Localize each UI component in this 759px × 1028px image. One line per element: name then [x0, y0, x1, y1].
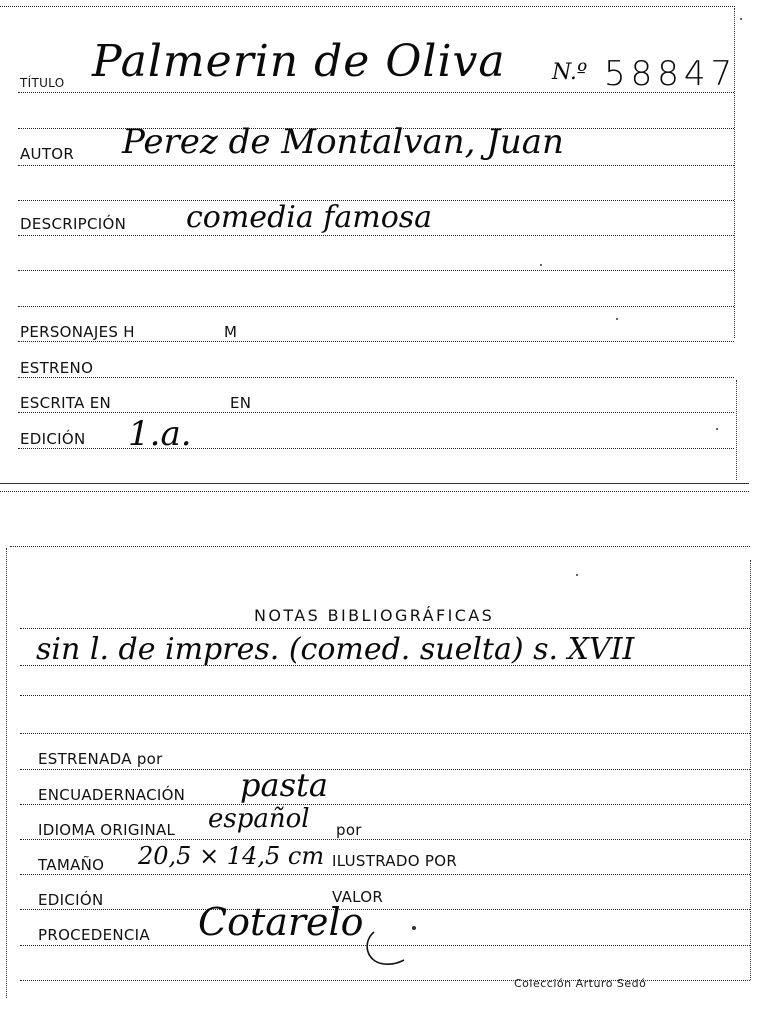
- encuadernacion-label: ENCUADERNACIÓN: [38, 786, 186, 804]
- card-top-border: [0, 6, 735, 7]
- row-line: [18, 270, 734, 271]
- row-line: [18, 341, 734, 342]
- row-line: [18, 306, 734, 307]
- ink-curve-mark: [360, 926, 420, 976]
- number-prefix: N.º: [552, 60, 588, 85]
- card-right-edge: [750, 560, 751, 980]
- estrenada-label: ESTRENADA por: [38, 750, 163, 768]
- ilustrado-label: ILUSTRADO POR: [332, 852, 458, 870]
- paper-speck: [616, 318, 618, 320]
- personajes-label: PERSONAJES H: [20, 323, 135, 341]
- edicion-label: EDICIÓN: [20, 430, 86, 448]
- tamano-label: TAMAÑO: [38, 856, 105, 874]
- procedencia-label: PROCEDENCIA: [38, 926, 150, 944]
- card-left-edge: [6, 548, 7, 998]
- row-line: [18, 377, 734, 378]
- autor-value: Perez de Montalvan, Juan: [122, 122, 564, 162]
- row-line: [20, 839, 750, 840]
- collection-footer: Colección Arturo Sedó: [514, 977, 647, 990]
- paper-speck: [540, 264, 542, 266]
- row-line: [20, 769, 750, 770]
- row-line: [20, 628, 750, 629]
- row-line: [18, 235, 734, 236]
- idioma-label: IDIOMA ORIGINAL: [38, 821, 176, 839]
- notas-heading: NOTAS BIBLIOGRÁFICAS: [254, 606, 495, 625]
- paper-speck: [576, 574, 578, 576]
- paper-speck: [412, 926, 416, 930]
- por-label: por: [336, 821, 362, 839]
- card-bottom-edge-shadow: [0, 491, 749, 492]
- row-line: [20, 874, 750, 875]
- row-line: [20, 804, 750, 805]
- row-line: [20, 733, 750, 734]
- en-label: EN: [230, 394, 252, 412]
- paper-speck: [740, 18, 742, 20]
- row-line: [18, 412, 734, 413]
- valor-label: VALOR: [332, 888, 384, 906]
- descripcion-value: comedia famosa: [186, 200, 433, 235]
- tamano-value: 20,5 × 14,5 cm: [138, 842, 325, 870]
- row-line: [20, 695, 750, 696]
- catalog-card-front: [0, 0, 759, 495]
- row-line: [18, 448, 734, 449]
- card-right-edge-lower: [736, 380, 737, 480]
- titulo-value: Palmerin de Oliva: [92, 36, 506, 87]
- edicion-value: 1.a.: [128, 414, 192, 454]
- autor-label: AUTOR: [20, 145, 75, 163]
- row-line: [20, 909, 750, 910]
- encuadernacion-value: pasta: [240, 766, 328, 804]
- card-top-border: [10, 546, 750, 547]
- idioma-value: español: [208, 804, 310, 834]
- edicion-label: EDICIÓN: [38, 891, 104, 909]
- catalog-card-back: [0, 540, 759, 1028]
- escrita-label: ESCRITA EN: [20, 394, 112, 412]
- estreno-label: ESTRENO: [20, 359, 94, 377]
- paper-speck: [716, 428, 718, 430]
- titulo-label: TÍTULO: [20, 76, 65, 90]
- row-line: [18, 165, 734, 166]
- number-value: 58847: [604, 54, 738, 94]
- personajes-m-label: M: [224, 323, 238, 341]
- descripcion-label: DESCRIPCIÓN: [20, 215, 127, 233]
- procedencia-value: Cotarelo: [198, 900, 364, 944]
- notes-value: sin l. de impres. (comed. suelta) s. XVII: [36, 632, 635, 667]
- card-bottom-edge: [0, 483, 749, 484]
